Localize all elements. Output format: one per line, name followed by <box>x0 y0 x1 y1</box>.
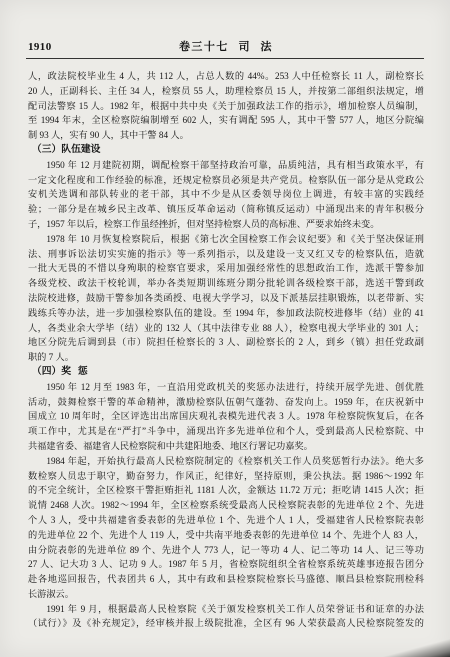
text-line: 的不完全统计，全区检察干警拒贿拒礼 1181 人次，金额达 11.72 万元；拒吃请 1415 人次；拒 <box>28 485 424 496</box>
text-line: 共福建省委、福建省人民检察院和中共建阳地委、地区行署记功嘉奖。 <box>28 440 313 451</box>
text-line: 27 人、记大功 3 人、记功 9 人。1987 年 5 月，省检察院组织全省检察系统英雄事迹报告团分 <box>28 559 424 570</box>
text-line: 赴各地巡回报告，代表团共 6 人，其中有政和县检察院检察长马盛德、顺昌县检察院刑检科 <box>28 574 424 585</box>
text-line: 个人 3 人，受中共福建省委表彰的先进单位 1 个、先进个人 1 人，受福建省人民检察院表彰 <box>28 514 424 525</box>
text-line: 20 人，正副科长、主任 34 人，检察员 55 人，助理检察员 15 人，并按第二部组织法规定，增 <box>28 85 424 96</box>
page-number: 1910 <box>28 41 52 53</box>
text-line: （试行）》及《补充规定》，经审核并报上级院批准，全区有 96 人荣获最高人民检察院签发的 <box>28 618 424 629</box>
text-line: 说情 2468 人次。1982～1994 年，全区检察系统受最高人民检察院表彰的先进单位 2 个、先进 <box>28 500 424 511</box>
text-line: 的先进单位 22 个、先进个人 119 人，受中共南平地委表彰的先进单位 14 个、先进个人 83 人， <box>28 529 424 540</box>
text-line: 子，1957 年以后，检察工作虽经挫折，但对坚持检察人员的高标准、严要求始终未变。 <box>28 218 380 229</box>
text-line: 人，各类业余大学毕（结）业的 132 人（其中法律专业 88 人），检察电视大学毕业的 301 人； <box>28 322 424 333</box>
text-line: 人，政法院校毕业生 4 人，共 112 人，占总人数的 44%。253 人中任检察长 11 人，副检察长 <box>28 71 424 81</box>
text-line: 配司法警察 15 人。1982 年，根据中共中央《关于加强政法工作的指示》，增加检察人员编制， <box>28 100 424 111</box>
text-line: 至 1994 年末，全区检察院编制增至 602 人，实有调配 595 人，其中干警 577 人，地区分院编 <box>28 115 424 126</box>
text-line: 法、刑事诉讼法切实实施的指示》等一系列指示，以及建设一支又红又专的检察队伍，造就 <box>28 248 424 259</box>
paragraph-rewards-1984 <box>28 454 424 602</box>
paragraph-rewards-1950 <box>28 380 424 454</box>
section-heading-rewards-penalties: （四）奖 惩 <box>31 365 88 377</box>
text-line: 数检察人员忠于职守，勤奋努力，作风正，纪律好，坚持原则，秉公执法。据 1986～1992 年 <box>28 470 424 481</box>
text-line: 1950 年 12 月至 1983 年，一直沿用党政机关的奖惩办法进行，持续开展学先进、创优胜 <box>46 381 424 392</box>
text-line: 安机关选调和部队转业的老干部，其中不少是从区委领导岗位上调进，有较丰富的实践经 <box>28 189 424 200</box>
text-line: 由分院表彰的先进单位 89 个、先进个人 773 人，记一等功 4 人、记二等功 14 人、记三等功 <box>28 544 424 555</box>
text-line: 法院校进修，鼓励干警参加各类函授、电视大学学习，以及下派基层挂职锻炼，以老带新、实 <box>28 292 424 303</box>
body-text <box>28 69 424 631</box>
text-line: 活动，鼓舞检察干警的革命精神，激励检察队伍朝气蓬勃、奋发向上。1959 年，在庆祝新中 <box>28 396 424 407</box>
text-line: 项工作中，尤其是在“严打”斗争中，涌现出许多先进单位和个人，受到最高人民检察院、中 <box>28 426 424 437</box>
text-line: 长游淑云。 <box>28 588 74 599</box>
paragraph-team-building-1950 <box>28 158 424 232</box>
text-line: 一批大无畏的不惜以身殉职的检察官要求，采用加强经常性的思想政治工作，选派干警参加 <box>28 263 424 274</box>
text-line: 1978 年 10 月恢复检察院后，根据《第七次全国检察工作会议纪要》和《关于坚决保证刑 <box>46 233 424 244</box>
text-line: 职的 7 人。 <box>28 352 74 363</box>
text-line: 验；一部分是在城乡民主改革、镇压反革命运动（简称镇反运动）中涌现出来的青年积极分 <box>28 204 424 215</box>
text-line: 制 93 人，实有 90 人，其中干警 84 人。 <box>28 130 189 141</box>
paragraph-team-building-1978 <box>28 232 424 365</box>
running-title: 卷三十七 司 法 <box>178 41 274 53</box>
header-rule <box>26 58 424 59</box>
text-line: 各级党校、政法干校轮训，举办各类短期训练班分期分批轮训各级检察干部，选送干警到政 <box>28 278 424 289</box>
text-line: 1984 年起，开始执行最高人民检察院制定的《检察机关工作人员奖惩暂行办法》。绝大多 <box>46 455 424 466</box>
paragraph-rewards-1991 <box>28 602 424 632</box>
text-line: 1950 年 12 月建院初期，调配检察干部坚持政治可靠，品质纯洁，具有相当政策水平，有 <box>46 159 424 170</box>
text-line: 国成立 10 周年时，全区评选出出席国庆观礼表模先进代表 3 人。1978 年检察院恢复后，在各 <box>28 411 424 422</box>
paragraph-staffing <box>28 69 424 143</box>
text-line: 践练兵等办法，进一步加强检察队伍的建设。至 1994 年，参加政法院校进修毕（结）业的 41 <box>28 307 424 318</box>
section-heading-team-building: （三）队伍建设 <box>31 143 101 155</box>
text-line: 一定文化程度和工作经验的标准，还规定检察员必须是共产党员。检察队伍一部分是从党政公 <box>28 174 424 185</box>
text-line: 地区分院先后调到县（市）院担任检察长的 3 人、副检察长的 2 人，到乡（镇）担任党政副 <box>28 337 424 348</box>
scan-shadow <box>380 635 450 657</box>
running-head <box>28 39 424 55</box>
text-line: 1991 年 9 月，根据最高人民检察院《关于颁发检察机关工作人员荣誉证书和证章的办法 <box>46 603 424 614</box>
